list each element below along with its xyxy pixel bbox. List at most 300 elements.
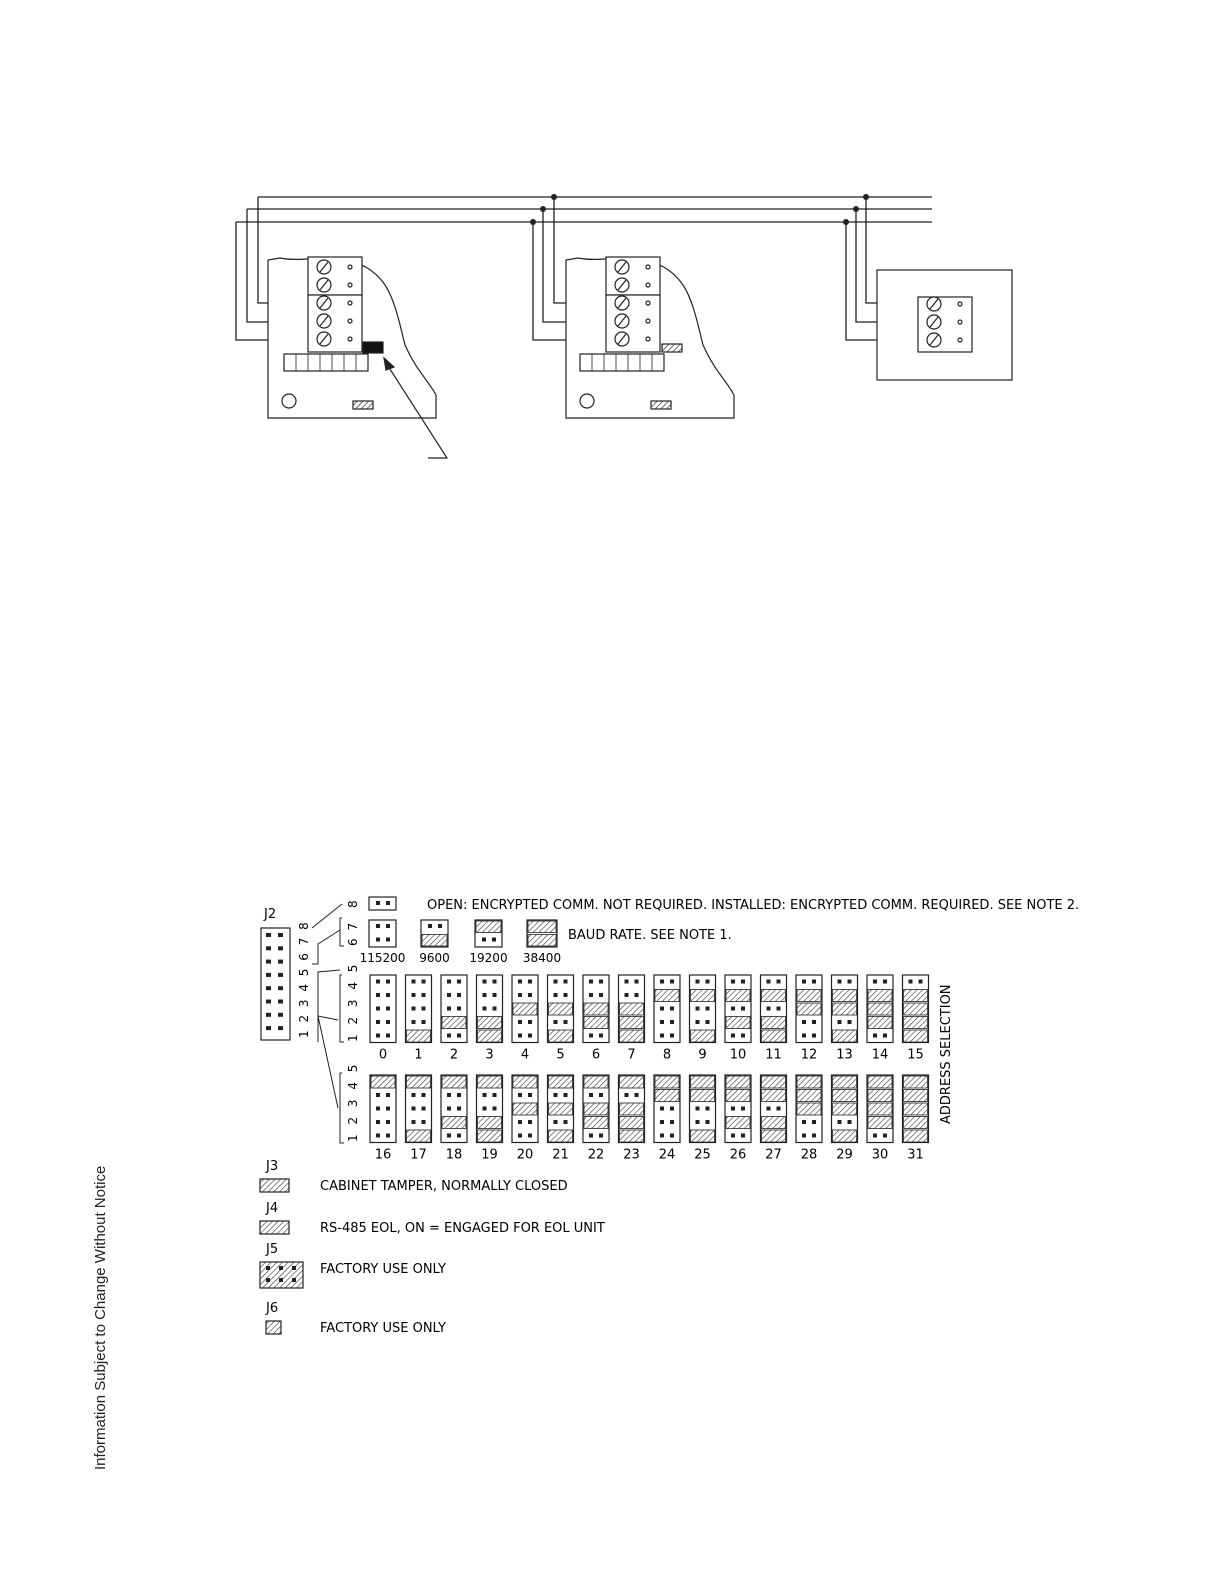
jumper-pin (412, 1107, 416, 1111)
jumper-installed (549, 1103, 573, 1115)
jumper-pin (731, 1034, 735, 1038)
jumper-pin (428, 924, 432, 928)
jumper-pin (812, 980, 816, 984)
jumper-installed (797, 1090, 821, 1102)
jumper-pin (493, 1007, 497, 1011)
jumper-pin (706, 1007, 710, 1011)
jumper-pin (412, 1120, 416, 1124)
address-option (832, 975, 858, 1063)
jumper-pin (554, 980, 558, 984)
jumper-pin (528, 1134, 532, 1138)
address-label: 9 (698, 1047, 707, 1063)
jumper-installed (478, 1130, 502, 1142)
jumper-installed (371, 1076, 395, 1088)
address-label: 12 (800, 1047, 818, 1063)
jumper-pin (706, 1120, 710, 1124)
address-option (796, 975, 822, 1063)
jumper-pin (447, 1034, 451, 1038)
address-option (725, 1075, 751, 1163)
jumper-pin (386, 980, 390, 984)
jumper-pin (376, 1107, 380, 1111)
address-label: 31 (907, 1147, 924, 1163)
jumper-pin (564, 1120, 568, 1124)
legend-item (260, 1201, 605, 1236)
jumper-installed (620, 1030, 644, 1042)
jumper-installed (762, 990, 786, 1002)
address-label: 24 (658, 1147, 676, 1163)
baud-option-label: 9600 (419, 951, 450, 965)
jumper-pin (528, 1020, 532, 1024)
jumper-pin (483, 993, 487, 997)
jumper-pin (670, 1120, 674, 1124)
jumper-installed (478, 1017, 502, 1029)
jumper-pin (422, 1120, 426, 1124)
address-option (619, 1075, 645, 1163)
jumper-installed (528, 921, 556, 933)
jumper-installed (904, 1103, 928, 1115)
jumper-pin (518, 1093, 522, 1097)
address-option (406, 975, 432, 1063)
baud-option-label: 19200 (469, 951, 508, 965)
jumper-pin (812, 1034, 816, 1038)
jumper-pin (909, 980, 913, 984)
address-label: 26 (729, 1147, 747, 1163)
jumper-pin (386, 1093, 390, 1097)
address-option (548, 1075, 574, 1163)
j2-connector (261, 928, 290, 1040)
jumper-pin (528, 1093, 532, 1097)
jumper-pin (422, 1093, 426, 1097)
jumper-pin (706, 1020, 710, 1024)
address-option (441, 975, 467, 1063)
jumper-installed (549, 1130, 573, 1142)
address-option (548, 975, 574, 1063)
jumper-pin (376, 1093, 380, 1097)
jumper-installed (407, 1130, 431, 1142)
jumper-pin (279, 1266, 283, 1270)
jumper-pin (386, 1034, 390, 1038)
address-option (867, 975, 893, 1063)
jumper-pin (412, 1007, 416, 1011)
jumper-pin (412, 993, 416, 997)
jumper-installed (476, 921, 501, 933)
jumper-installed (904, 1090, 928, 1102)
jumper-pin (528, 980, 532, 984)
jumper-pin (599, 980, 603, 984)
baud-rate-description: BAUD RATE. SEE NOTE 1. (568, 928, 732, 943)
jumper-pin (812, 1020, 816, 1024)
jumper-pin (493, 1093, 497, 1097)
jumper-pin (386, 1134, 390, 1138)
j2-pin (278, 973, 283, 977)
jumper-installed (584, 1076, 608, 1088)
baud-option (469, 920, 507, 965)
jumper-pin (838, 980, 842, 984)
jumper-installed (797, 1076, 821, 1088)
jumper-installed (442, 1076, 466, 1088)
address-option (512, 975, 538, 1063)
jumper-pin (493, 980, 497, 984)
jumper-installed (797, 1103, 821, 1115)
address-option (583, 1075, 609, 1163)
jumper-pin (528, 993, 532, 997)
jumper-pin (376, 993, 380, 997)
jumper-installed (655, 1076, 679, 1088)
jumper-installed (904, 1030, 928, 1042)
controller-board-2 (566, 257, 734, 418)
address-option (903, 975, 929, 1063)
jumper-pin (670, 1020, 674, 1024)
jumper-installed (868, 1076, 892, 1088)
junction-dot (530, 219, 536, 225)
address-option (654, 1075, 680, 1163)
jumper-pin (386, 924, 390, 928)
jumper-pin (670, 980, 674, 984)
baud-option-label: 38400 (522, 951, 562, 965)
jumper-installed (797, 990, 821, 1002)
legend-jumper-icon (260, 1262, 303, 1288)
jumper-pin (883, 1034, 887, 1038)
address-option (441, 1075, 467, 1163)
address-label: 25 (694, 1147, 711, 1163)
jumper-pin (731, 1134, 735, 1138)
end-device (877, 270, 1012, 380)
jumper-pin (660, 1134, 664, 1138)
pins67-label: 6 7 (346, 920, 360, 946)
jumper-pin (635, 980, 639, 984)
address-label: 1 (414, 1047, 423, 1063)
jumper-pin (457, 1134, 461, 1138)
jumper-installed (407, 1076, 431, 1088)
jumper-installed (620, 1103, 644, 1115)
address-label: 2 (449, 1047, 459, 1063)
j2-pin (266, 1026, 271, 1030)
j2-pin-numbers: 1 2 3 4 5 6 7 8 (297, 920, 311, 1038)
legend-jumper-icon (266, 1321, 281, 1334)
jumper-installed (726, 1117, 750, 1129)
jumper-pin (554, 993, 558, 997)
j2-pin (266, 933, 271, 937)
jumper-pin (589, 993, 593, 997)
jumper-pin (457, 1034, 461, 1038)
jumper-legend (260, 1159, 605, 1336)
jumper-installed (549, 1076, 573, 1088)
address-label: 5 (556, 1047, 565, 1063)
jumper-pin (386, 1120, 390, 1124)
jumper-installed (762, 1017, 786, 1029)
jumper-pin (741, 1034, 745, 1038)
jumper-pin (564, 980, 568, 984)
side-note: Information Subject to Change Without Notice (92, 1165, 109, 1470)
jumper-pin (731, 980, 735, 984)
jumper-pin (670, 1034, 674, 1038)
address-option (370, 1075, 396, 1163)
legend-jumper-id: J5 (266, 1242, 279, 1257)
address-label: 27 (765, 1147, 782, 1163)
jumper-pin (670, 1134, 674, 1138)
jumper-installed (904, 1117, 928, 1129)
jumper-installed (407, 1030, 431, 1042)
jumper-installed (833, 1130, 857, 1142)
jumper-pin (873, 1134, 877, 1138)
jumper-installed (868, 1117, 892, 1129)
jumper-installed (691, 990, 715, 1002)
jumper-installed (584, 1003, 608, 1015)
jumper-installed (833, 1076, 857, 1088)
jumper-pin (731, 1007, 735, 1011)
jumper-pin (660, 980, 664, 984)
jumper-pin (447, 980, 451, 984)
address-option (867, 1075, 893, 1163)
jumper-pin (599, 1134, 603, 1138)
jumper-installed (691, 1130, 715, 1142)
jumper-pin (483, 1107, 487, 1111)
jumper-pin (812, 1134, 816, 1138)
jumper-pin (625, 1093, 629, 1097)
jumper-pin (386, 1020, 390, 1024)
jumper-installed (904, 1076, 928, 1088)
jumper-pin (767, 1007, 771, 1011)
junction-dot (863, 194, 869, 200)
jumper-installed (762, 1117, 786, 1129)
jumper-pin (266, 1266, 270, 1270)
j2-pin (266, 986, 271, 990)
jumper-pin (376, 1120, 380, 1124)
jumper-installed (797, 1003, 821, 1015)
jumper-installed (478, 1030, 502, 1042)
jumper-installed (726, 1076, 750, 1088)
jumper-pin (518, 1120, 522, 1124)
jumper-pin (589, 1093, 593, 1097)
j2-pin (266, 946, 271, 950)
jumper-pin (438, 924, 442, 928)
jumper-pin (528, 1034, 532, 1038)
jumper-pin (777, 980, 781, 984)
address-option (477, 1075, 503, 1163)
jumper-pin (564, 1020, 568, 1024)
address-label: 0 (378, 1047, 388, 1063)
jumper-pin (706, 980, 710, 984)
legend-jumper-id: J3 (266, 1159, 279, 1174)
address-label: 15 (907, 1047, 924, 1063)
jumper-pin (802, 980, 806, 984)
jumper-pin (767, 980, 771, 984)
jumper-pin (706, 1107, 710, 1111)
jumper-pin (635, 993, 639, 997)
j2-pin (266, 960, 271, 964)
jumper-installed (833, 1090, 857, 1102)
controller-board-1 (268, 257, 436, 418)
j2-pin (266, 1000, 271, 1004)
address-label: 23 (623, 1147, 640, 1163)
jumper-pin (422, 1020, 426, 1024)
jumper-pin (589, 1034, 593, 1038)
jumper-pin (422, 1007, 426, 1011)
address-label: 8 (662, 1047, 672, 1063)
jumper-pin (696, 1007, 700, 1011)
jumper-pin (518, 1020, 522, 1024)
address-option (690, 975, 716, 1063)
j2-pin (278, 1013, 283, 1017)
jumper-installed (726, 990, 750, 1002)
address-label: 18 (445, 1147, 463, 1163)
address-label: 17 (410, 1147, 427, 1163)
jumper-pin (741, 1107, 745, 1111)
jumper-pin (767, 1107, 771, 1111)
jumper-installed (620, 1117, 644, 1129)
jumper-installed (620, 1003, 644, 1015)
jumper-pin (802, 1134, 806, 1138)
jumper-installed (833, 1030, 857, 1042)
jumper-installed (528, 935, 556, 947)
address-option (832, 1075, 858, 1163)
legend-item (260, 1242, 446, 1288)
jumper-pin (660, 1034, 664, 1038)
jumper-pin (492, 938, 496, 942)
baud-option (523, 920, 561, 965)
jumper-pin (919, 980, 923, 984)
address-option (406, 1075, 432, 1163)
baud-option (360, 920, 406, 965)
address-option (690, 1075, 716, 1163)
jumper-installed (904, 990, 928, 1002)
j2-label: J2 (264, 907, 277, 922)
address-label: 13 (836, 1047, 853, 1063)
jumper-pin (838, 1120, 842, 1124)
jumper-pin (292, 1278, 296, 1282)
jumper-pin (422, 993, 426, 997)
j2-pin (278, 933, 283, 937)
jumper-pin (802, 1034, 806, 1038)
jumper-pin (518, 980, 522, 984)
jumper-pin (696, 1107, 700, 1111)
jumper-pin (660, 1120, 664, 1124)
jumper-pin (376, 1034, 380, 1038)
jumper-installed (584, 1117, 608, 1129)
jumper-pin (625, 993, 629, 997)
address-option (477, 975, 503, 1063)
jumper-pin (696, 980, 700, 984)
jumper-installed (655, 990, 679, 1002)
address-option (761, 1075, 787, 1163)
jumper-installed (691, 1076, 715, 1088)
jumper-pin (376, 980, 380, 984)
jumper-pin (457, 1007, 461, 1011)
address-option (761, 975, 787, 1063)
jumper-installed (691, 1090, 715, 1102)
j2-pin (266, 973, 271, 977)
jumper-pin (731, 1107, 735, 1111)
jumper-pin (412, 980, 416, 984)
baud-option-label: 115200 (359, 951, 406, 965)
eol-jumper-removed (662, 344, 682, 352)
address-option (583, 975, 609, 1063)
jumper-installed (868, 1003, 892, 1015)
jumper-pin (376, 938, 380, 942)
jumper-installed (620, 1017, 644, 1029)
address-label: 3 (485, 1047, 494, 1063)
jumper-pin (599, 1093, 603, 1097)
jumper-pin (670, 1107, 674, 1111)
jumper-pin (589, 1134, 593, 1138)
address-label: 10 (729, 1047, 747, 1063)
rs485-wiring-diagram (0, 0, 1224, 520)
jumper-pin (483, 1093, 487, 1097)
jumper-installed (513, 1103, 537, 1115)
jumper-pin (279, 1278, 283, 1282)
jumper-pin (848, 980, 852, 984)
jumper-pin (376, 924, 380, 928)
legend-description: FACTORY USE ONLY (320, 1321, 447, 1336)
jumper-installed (620, 1130, 644, 1142)
jumper-pin (412, 1020, 416, 1024)
address-option (654, 975, 680, 1063)
address-pins-label-bottom: 1 2 3 4 5 (346, 1061, 360, 1142)
jumper-pin (873, 1034, 877, 1038)
jumper-pin (447, 1007, 451, 1011)
jumper-pin (599, 1034, 603, 1038)
pin8-label: 8 (346, 900, 360, 908)
jumper-installed (904, 1130, 928, 1142)
jumper-installed (513, 1076, 537, 1088)
jumper-pin (564, 1093, 568, 1097)
address-label: 22 (587, 1147, 605, 1163)
jumper-pin (802, 1020, 806, 1024)
jumper-pin (873, 980, 877, 984)
jumper-installed (868, 1017, 892, 1029)
jumper-pin (696, 1020, 700, 1024)
address-label: 4 (520, 1047, 530, 1063)
jumper-pin (422, 1107, 426, 1111)
address-selection-label: ADDRESS SELECTION (939, 984, 954, 1124)
jumper-pin (660, 1007, 664, 1011)
legend-item (260, 1159, 568, 1194)
jumper-installed (904, 1003, 928, 1015)
jumper-pin (412, 1093, 416, 1097)
jumper-installed (549, 1003, 573, 1015)
jumper-pin (660, 1107, 664, 1111)
jumper-pin (457, 1093, 461, 1097)
jumper-pin (554, 1093, 558, 1097)
jumper-pin (777, 1107, 781, 1111)
j2-pin (278, 986, 283, 990)
jumper-pin (447, 1107, 451, 1111)
j2-pin (278, 1026, 283, 1030)
jumper-installed (762, 1130, 786, 1142)
jumper-installed (478, 1117, 502, 1129)
jumper-installed (833, 1003, 857, 1015)
jumper-installed (868, 990, 892, 1002)
eol-jumper-installed (363, 342, 383, 353)
jumper-installed (655, 1090, 679, 1102)
jumper-pin (812, 1120, 816, 1124)
jumper-pin (554, 1020, 558, 1024)
jumper-installed (478, 1076, 502, 1088)
jumper-pin (883, 1134, 887, 1138)
jumper-pin (386, 1007, 390, 1011)
jumper-installed (584, 1017, 608, 1029)
address-option (370, 975, 396, 1063)
brackets (312, 904, 344, 1143)
jumper-pin (883, 980, 887, 984)
address-label: 19 (481, 1147, 498, 1163)
j2-pin (266, 1013, 271, 1017)
jumper-pin (376, 1134, 380, 1138)
jumper-pin (670, 1007, 674, 1011)
jumper-pin (266, 1278, 270, 1282)
jumper-installed (584, 1103, 608, 1115)
jumper-pin (777, 1007, 781, 1011)
